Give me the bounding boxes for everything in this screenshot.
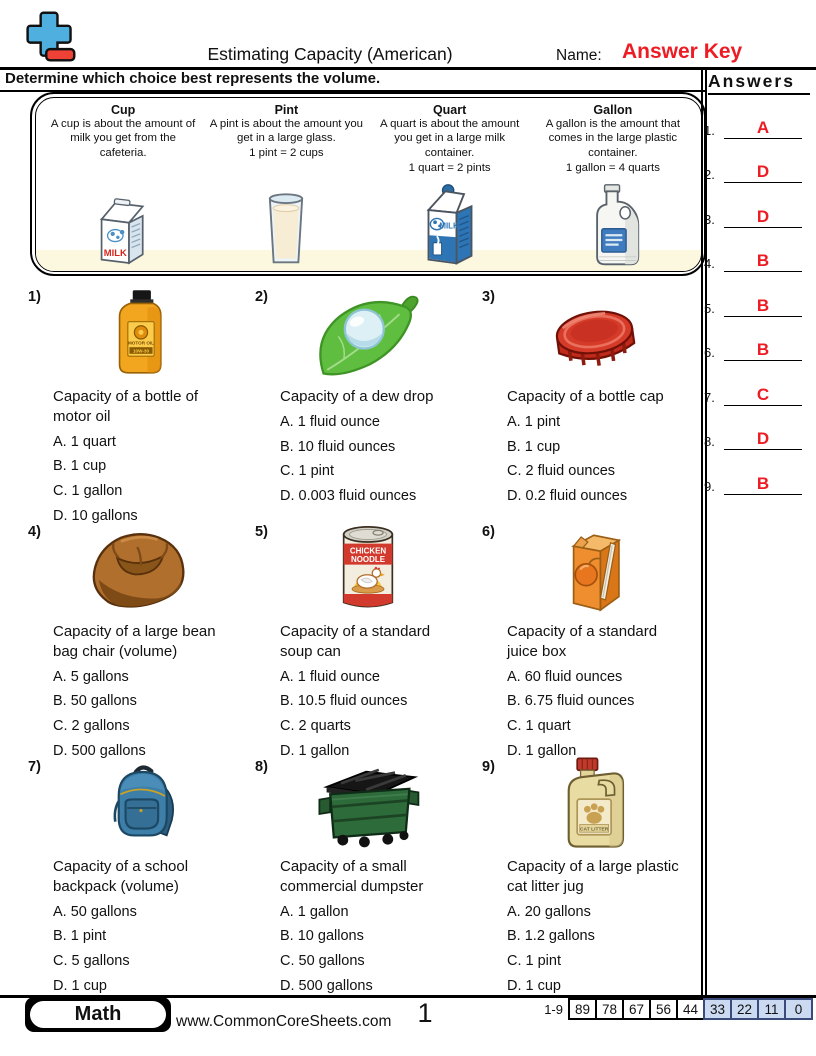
- question-9: [474, 756, 701, 994]
- answer-number: 1.: [704, 122, 715, 138]
- question-prompt: Capacity of a large plastic cat litter jug: [507, 858, 679, 895]
- answer-letter: B: [756, 340, 770, 359]
- reference-gallon: [531, 101, 694, 271]
- answer-number: 6.: [704, 345, 715, 360]
- score-cell: 11: [757, 998, 786, 1020]
- answer-option: A. 1 pint: [507, 413, 561, 430]
- reference-pint: [205, 101, 368, 271]
- unit-title: Quart: [432, 102, 467, 117]
- answer-letter: B: [756, 251, 770, 270]
- motor-oil-grade-text: 10W-30: [132, 348, 149, 354]
- answer-letter: B: [756, 295, 770, 315]
- answer-option: A. 1 fluid ounce: [280, 413, 380, 430]
- commoncoresheets-logo-icon: [22, 8, 78, 71]
- answer-option: C. 50 gallons: [280, 953, 365, 970]
- answer-letter: A: [756, 117, 770, 137]
- answer-row: [704, 272, 810, 317]
- score-ruler: [544, 998, 813, 1020]
- reference-quart: [368, 101, 531, 271]
- page-number: 1: [417, 998, 433, 1028]
- answer-option: A. 60 fluid ounces: [507, 668, 623, 685]
- answer-blank: [724, 385, 802, 406]
- question-number: 3): [482, 289, 495, 305]
- glass-of-milk-icon: [205, 192, 368, 268]
- motor-oil-bottle-icon: [34, 286, 247, 380]
- question-number: 4): [28, 524, 41, 540]
- half-pint-milk-carton-icon: [42, 192, 205, 268]
- question-4: [20, 521, 247, 759]
- unit-title: Cup: [110, 102, 136, 117]
- reference-cup: [42, 101, 205, 271]
- answer-row: [704, 228, 810, 273]
- soup-can-label-text: CHICKEN: [349, 546, 386, 556]
- answer-option: A. 5 gallons: [53, 668, 129, 685]
- answer-letter: D: [756, 206, 770, 226]
- unit-equation: 1 quart = 2 pints: [408, 161, 491, 174]
- answer-key-value: Answer Key: [622, 40, 743, 63]
- answer-row: [704, 317, 810, 362]
- question-number: 7): [28, 759, 41, 775]
- motor-oil-label-text: MOTOR OIL: [127, 340, 154, 346]
- question-7: [20, 756, 247, 994]
- page-title: Estimating Capacity (American): [207, 44, 453, 64]
- answer-option: B. 10 gallons: [280, 928, 364, 945]
- subject-label: Math: [30, 1001, 166, 1028]
- answer-option: D. 0.003 fluid ounces: [280, 487, 417, 504]
- question-prompt: Capacity of a bottle cap: [507, 388, 664, 405]
- score-cell: 22: [730, 998, 759, 1020]
- score-cell: 78: [595, 998, 624, 1020]
- question-2: [247, 286, 474, 521]
- answer-option: B. 6.75 fluid ounces: [507, 693, 635, 710]
- answer-option: A. 20 gallons: [507, 903, 591, 920]
- score-cell: 0: [784, 998, 813, 1020]
- answer-letter: C: [756, 384, 770, 404]
- answer-option: D. 500 gallons: [280, 977, 373, 994]
- answer-option: B. 10 fluid ounces: [280, 438, 396, 455]
- answer-number: 2.: [704, 167, 715, 182]
- answer-number: 9.: [704, 478, 715, 494]
- answer-blank: [724, 207, 802, 228]
- answer-option: A. 1 fluid ounce: [280, 668, 380, 685]
- answer-number: 5.: [704, 300, 715, 316]
- header: [0, 0, 816, 70]
- answer-blank: [724, 162, 802, 183]
- soup-can-label-text: NOODLE: [350, 555, 385, 565]
- answer-blank: [724, 296, 802, 317]
- unit-equation: 1 gallon = 4 quarts: [565, 161, 660, 174]
- answer-option: C. 5 gallons: [53, 953, 130, 970]
- answer-option: C. 2 quarts: [280, 718, 351, 735]
- answer-option: C. 1 quart: [507, 718, 571, 735]
- answer-option: D. 1 cup: [53, 977, 107, 994]
- answer-row: [704, 94, 810, 139]
- unit-title: Gallon: [593, 102, 633, 117]
- question-number: 5): [255, 524, 268, 540]
- answer-option: C. 1 pint: [507, 953, 561, 970]
- score-cell: 44: [676, 998, 705, 1020]
- subject-badge: [25, 997, 171, 1032]
- dew-drop-on-leaf-icon: [261, 286, 474, 380]
- question-prompt: Capacity of a standard juice box: [507, 623, 658, 660]
- red-bottle-cap-icon: [488, 286, 701, 380]
- question-number: 6): [482, 524, 495, 540]
- score-cell: 56: [649, 998, 678, 1020]
- answer-option: A. 1 quart: [53, 433, 116, 450]
- question-8: [247, 756, 474, 994]
- answers-list: [704, 94, 810, 495]
- milk-carton-label-text: MILK: [438, 221, 459, 231]
- answer-option: D. 1 gallon: [280, 742, 350, 759]
- cat-litter-label-text: CAT LITTER: [579, 827, 608, 833]
- question-number: 2): [255, 289, 268, 305]
- answer-row: [704, 406, 810, 451]
- name-label: Name:: [556, 47, 602, 64]
- question-5: [247, 521, 474, 759]
- website-link: www.CommonCoreSheets.com: [176, 1013, 392, 1030]
- answer-letter: D: [756, 429, 770, 448]
- soup-can-icon: [261, 521, 474, 615]
- question-number: 8): [255, 759, 268, 775]
- answer-option: C. 1 gallon: [53, 483, 123, 500]
- question-3: [474, 286, 701, 521]
- unit-description: A quart is about the amount you get in a large milk container.: [379, 117, 520, 160]
- answer-option: C. 2 fluid ounces: [507, 463, 616, 480]
- juice-box-icon: [488, 521, 701, 615]
- quart-milk-carton-icon: [368, 182, 531, 268]
- capacity-reference-box: [30, 92, 706, 276]
- question-number: 1): [28, 289, 41, 305]
- question-prompt: Capacity of a small commercial dumpster: [280, 858, 424, 895]
- milk-carton-label-text: MILK: [103, 246, 127, 258]
- question-prompt: Capacity of a school backpack (volume): [53, 858, 189, 895]
- answer-option: A. 1 gallon: [280, 903, 349, 920]
- answer-option: B. 50 gallons: [53, 693, 137, 710]
- score-cell: 89: [568, 998, 597, 1020]
- cat-litter-jug-icon: [488, 756, 701, 850]
- unit-description: A cup is about the amount of milk you get from the cafeteria.: [50, 117, 196, 160]
- question-number: 9): [482, 759, 495, 775]
- answer-option: C. 1 pint: [280, 463, 334, 480]
- answer-number: 8.: [704, 434, 715, 449]
- unit-title: Pint: [274, 102, 299, 117]
- answer-blank: [724, 340, 802, 361]
- answer-row: [704, 183, 810, 228]
- question-1: [20, 286, 247, 524]
- answer-option: B. 10.5 fluid ounces: [280, 693, 408, 710]
- answer-letter: B: [756, 473, 770, 493]
- unit-equation: 1 pint = 2 cups: [249, 147, 324, 160]
- score-cell: 67: [622, 998, 651, 1020]
- question-6: [474, 521, 701, 759]
- answer-blank: [724, 118, 802, 139]
- commercial-dumpster-icon: [261, 756, 474, 850]
- answer-option: B. 1 cup: [53, 458, 107, 475]
- answer-row: [704, 139, 810, 184]
- question-prompt: Capacity of a bottle of motor oil: [53, 388, 199, 425]
- reference-inner-border: [35, 97, 702, 272]
- answer-option: D. 1 gallon: [507, 742, 577, 759]
- answer-blank: [724, 474, 802, 495]
- unit-description: A pint is about the amount you get in a large glass.: [209, 117, 363, 145]
- answer-option: B. 1 cup: [507, 438, 561, 455]
- answer-option: C. 2 gallons: [53, 718, 130, 735]
- questions-grid: [20, 286, 702, 994]
- score-range-label: 1-9: [544, 1001, 563, 1017]
- answer-letter: D: [756, 162, 770, 181]
- answer-option: D. 1 cup: [507, 977, 561, 994]
- unit-description: A gallon is the amount that comes in the large plastic container.: [545, 117, 680, 160]
- answers-panel-title: Answers: [708, 71, 810, 95]
- school-backpack-icon: [34, 756, 247, 850]
- answer-number: 7.: [704, 389, 715, 405]
- answer-number: 4.: [704, 256, 715, 271]
- answer-blank: [724, 251, 802, 272]
- bean-bag-chair-icon: [34, 521, 247, 615]
- answer-option: B. 1 pint: [53, 928, 107, 945]
- answer-option: D. 0.2 fluid ounces: [507, 487, 628, 504]
- answer-row: [704, 450, 810, 495]
- score-cell: 33: [703, 998, 732, 1020]
- answer-option: D. 500 gallons: [53, 742, 146, 759]
- answer-number: 3.: [704, 211, 715, 227]
- instruction-text: Determine which choice best represents the volume.: [0, 70, 707, 92]
- question-prompt: Capacity of a large bean bag chair (volume): [53, 623, 216, 660]
- answer-blank: [724, 429, 802, 450]
- answer-option: D. 10 gallons: [53, 507, 138, 524]
- gallon-jug-icon: [531, 182, 694, 268]
- question-prompt: Capacity of a standard soup can: [280, 623, 431, 660]
- answer-option: A. 50 gallons: [53, 903, 137, 920]
- answer-row: [704, 361, 810, 406]
- question-prompt: Capacity of a dew drop: [280, 388, 434, 405]
- answer-option: B. 1.2 gallons: [507, 928, 595, 945]
